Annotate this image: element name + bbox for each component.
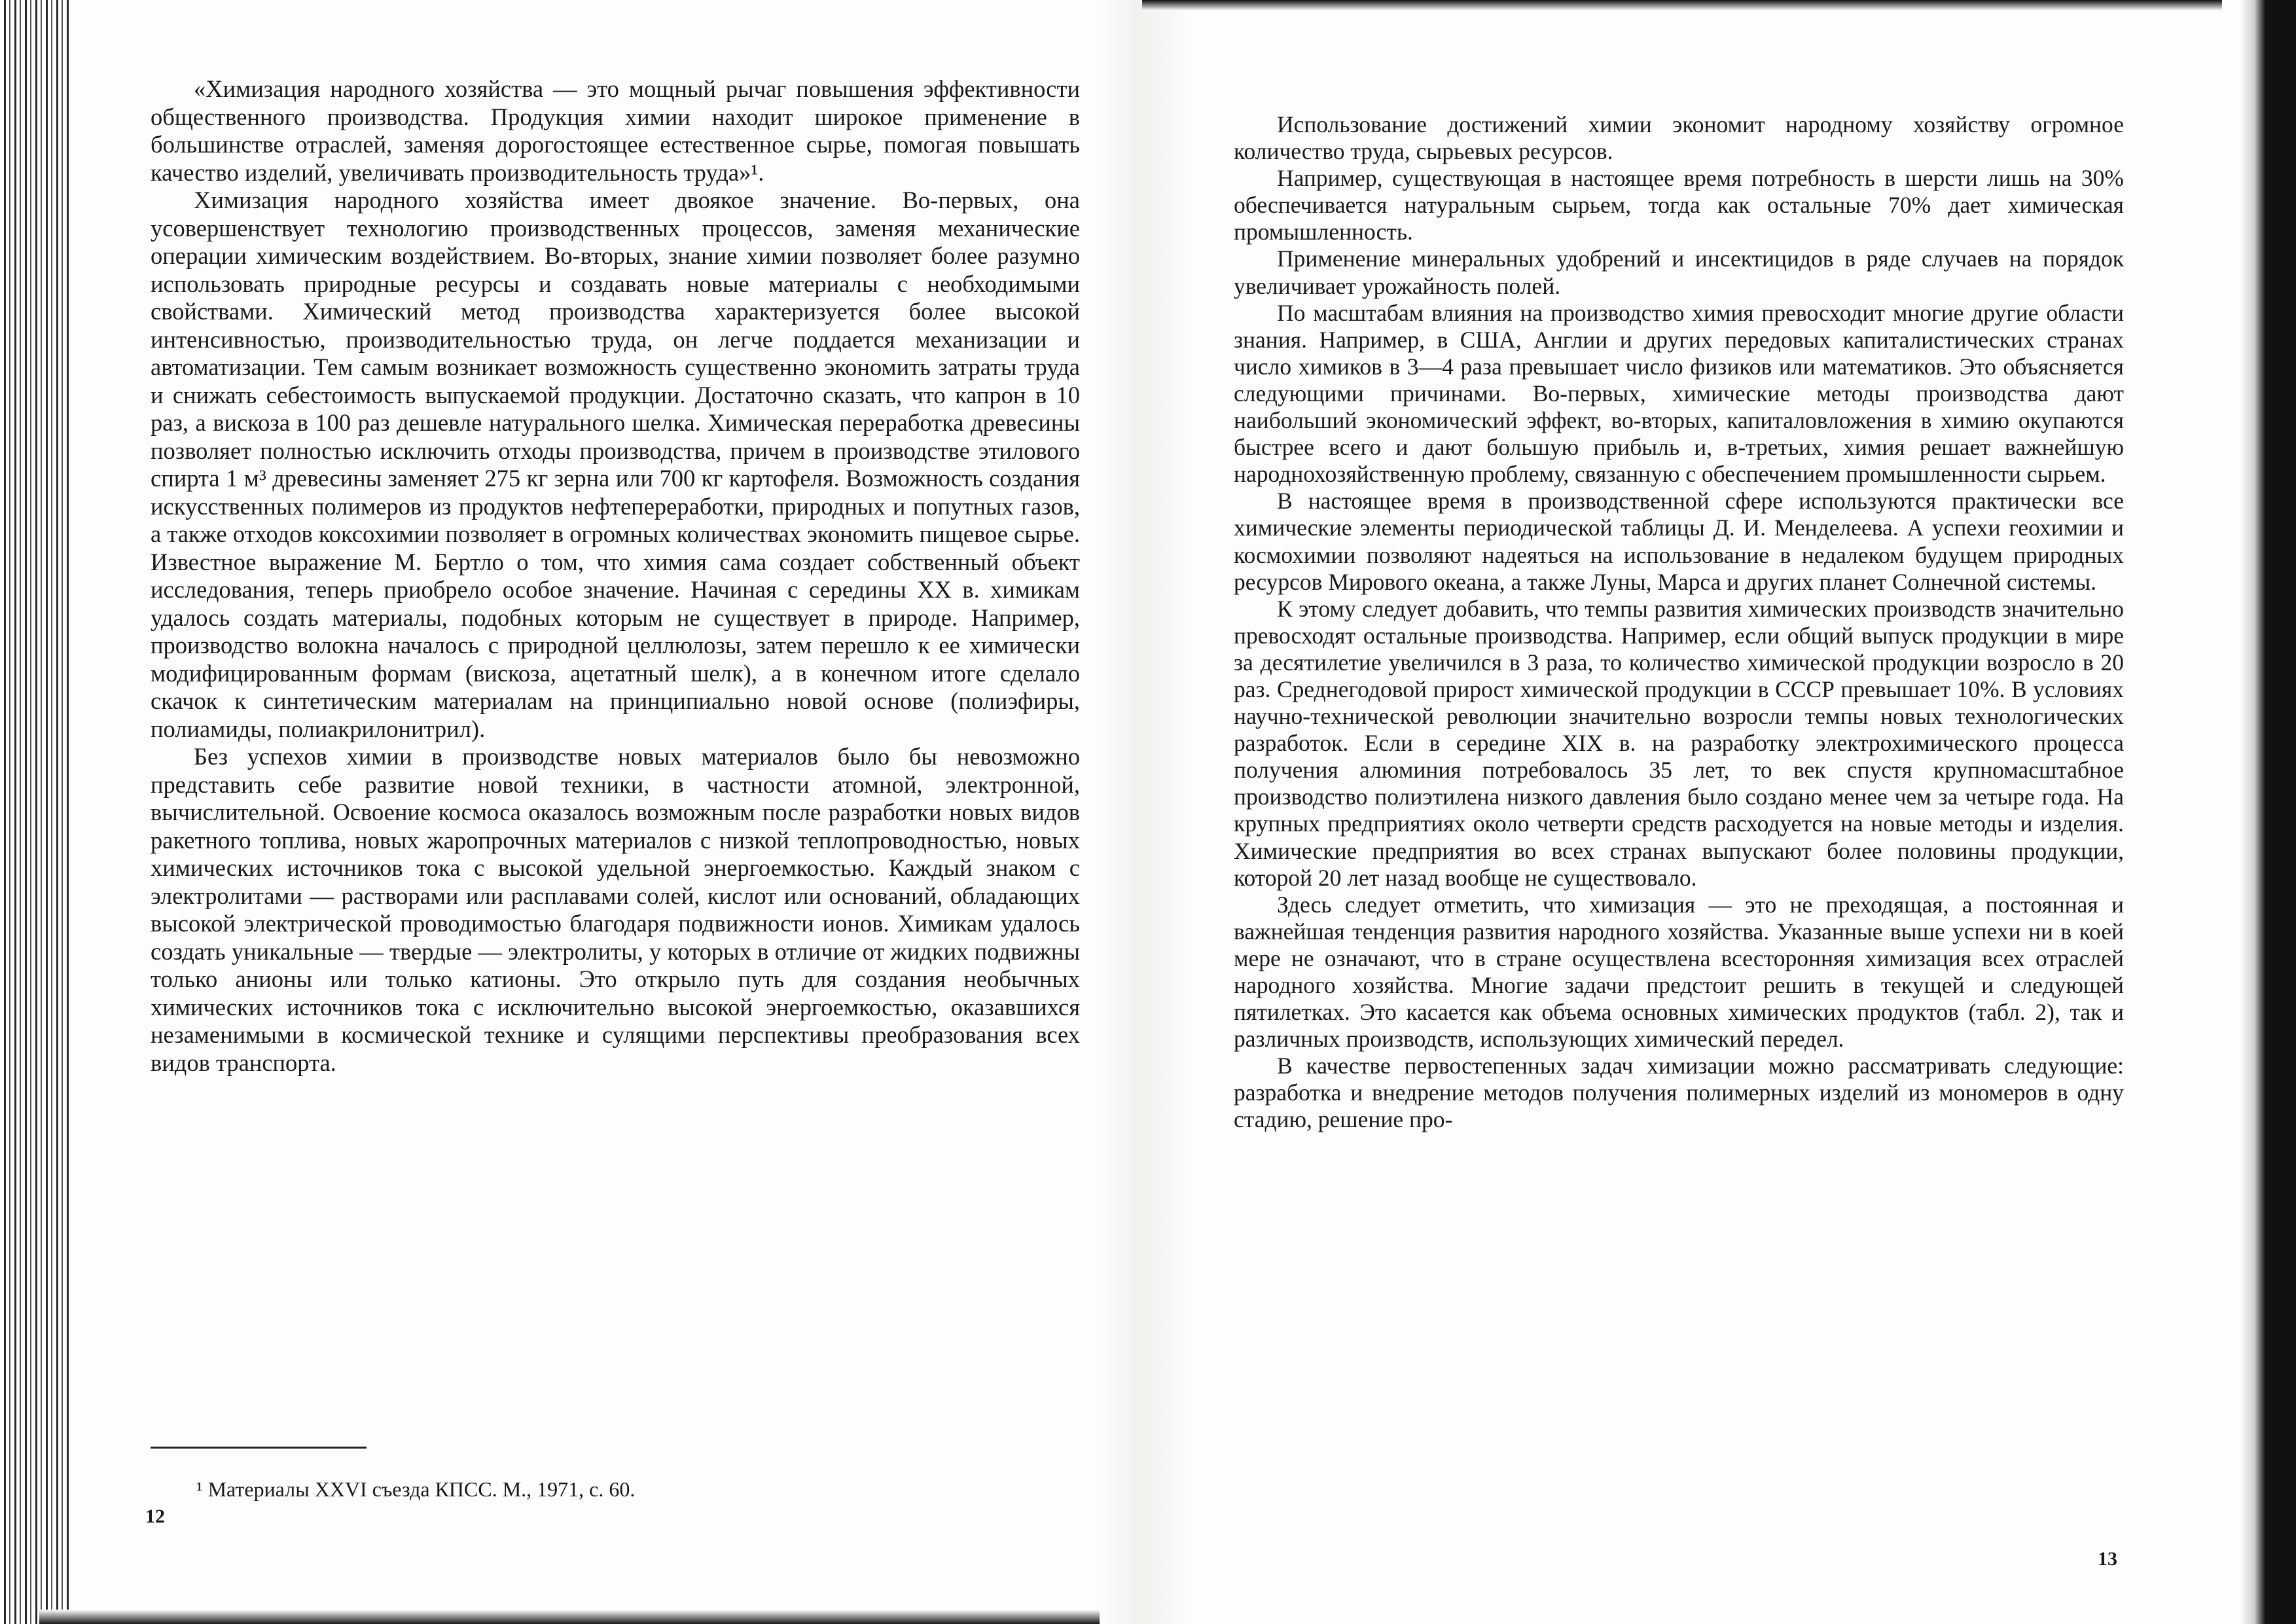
paragraph: Здесь следует отметить, что химизация — это не преходящая, а постоянная и важнейшая тенденция развития народного хозяйства. Указанные выше успехи ни в коей мере не означают, что в стране осуществлена всесторонняя химизация всех отраслей народного хозяйства. Многие задачи предстоит решить в текущей и следующей пятилетках. Это касается как объема основных химических продуктов (табл. 2), так и различных производств, использующих химический передел.	[1234, 891, 2124, 1053]
paragraph: Например, существующая в настоящее время потребность в шерсти лишь на 30% обеспечивается натуральным сырьем, тогда как остальные 70% дает химическая промышленность.	[1234, 165, 2124, 245]
right-page-edge-scan-artifact	[2240, 0, 2296, 1624]
paragraph: Использование достижений химии экономит народному хозяйству огромное количество труда, сырьевых ресурсов.	[1234, 111, 2124, 165]
paragraph: К этому следует добавить, что темпы развития химических производств значительно превосходят остальные производства. Например, если общий выпуск продукции в мире за десятилетие увеличился в 3 раза, то количество химической продукции возросло в 20 раз. Среднегодовой прирост химической продукции в СССР превышает 10%. В условиях научно-технической революции значительно возросли темпы новых технологических разработок. Если в середине XIX в. на разработку электрохимического процесса получения алюминия потребовалось 35 лет, то век спустя крупномасштабное производство полиэтилена низкого давления было создано менее чем за четыре года. На крупных предприятиях около четверти средств расходуется на новые методы и изделия. Химические предприятия во всех странах выпускают более половины продукции, которой 20 лет назад вообще не существовало.	[1234, 595, 2124, 891]
page-number-right: 13	[2098, 1548, 2117, 1570]
top-edge-scan-artifact	[1142, 0, 2222, 10]
paragraph: «Химизация народного хозяйства — это мощный рычаг повышения эффективности общественного производства. Продукция химии находит широкое применение в большинстве отраслей, заменяя дорогостоящее естественное сырье, помогая повышать качество изделий, увеличивать производительность труда»¹.	[151, 75, 1080, 186]
footnote-separator	[151, 1447, 367, 1449]
paragraph: В качестве первостепенных задач химизации можно рассматривать следующие: разработка и внедрение методов получения полимерных изделий из мономеров в одну стадию, решение про-	[1234, 1053, 2124, 1133]
left-page-text-column	[151, 75, 1080, 1077]
paragraph: Без успехов химии в производстве новых материалов было бы невозможно представить себе развитие новой техники, в частности атомной, электронной, вычислительной. Освоение космоса оказалось возможным после разработки новых видов ракетного топлива, новых жаропрочных материалов с низкой теплопроводностью, новых химических источников тока с высокой удельной энергоемкостью. Каждый знаком с электролитами — растворами или расплавами солей, кислот или оснований, обладающих высокой электрической проводимостью благодаря подвижности ионов. Химикам удалось создать уникальные — твердые — электролиты, у которых в отличие от жидких подвижны только анионы или только катионы. Это открыло путь для создания необычных химических источников тока с исключительно высокой энергоемкостью, оказавшихся незаменимыми в космической технике и сулящими перспективы преобразования всех видов транспорта.	[151, 743, 1080, 1076]
paragraph: Применение минеральных удобрений и инсектицидов в ряде случаев на порядок увеличивает урожайность полей.	[1234, 245, 2124, 299]
right-page-text-column	[1234, 111, 2124, 1134]
page-number-left: 12	[145, 1506, 165, 1527]
paragraph: В настоящее время в производственной сфере используются практически все химические элементы периодической таблицы Д. И. Менделеева. А успехи геохимии и космохимии позволяют надеяться на использование в недалеком будущем природных ресурсов Мирового океана, а также Луны, Марса и других планет Солнечной системы.	[1234, 488, 2124, 595]
bottom-edge-scan-artifact	[39, 1610, 1142, 1624]
paragraph: Химизация народного хозяйства имеет двоякое значение. Во-первых, она усовершенствует технологию производственных процессов, заменяя механические операции химическим воздействием. Во-вторых, знание химии позволяет более разумно использовать природные ресурсы и создавать новые материалы с необходимыми свойствами. Химический метод производства характеризуется более высокой интенсивностью, производительностью труда, он легче поддается механизации и автоматизации. Тем самым возникает возможность существенно экономить затраты труда и снижать себестоимость выпускаемой продукции. Достаточно сказать, что капрон в 10 раз, а вискоза в 100 раз дешевле натурального шелка. Химическая переработка древесины позволяет полностью исключить отходы производства, причем в производстве этилового спирта 1 м³ древесины заменяет 275 кг зерна или 700 кг картофеля. Возможность создания искусственных полимеров из продуктов нефтепереработки, природных и попутных газов, а также отходов коксохимии позволяет в огромных количествах экономить пищевое сырье. Известное выражение М. Бертло о том, что химия сама создает собственный объект исследования, теперь приобрело особое значение. Начиная с середины XX в. химикам удалось создать материалы, подобных которым не существует в природе. Например, производство волокна началось с природной целлюлозы, затем перешло к ее химически модифицированным формам (вискоза, ацетатный шелк), а в конечном итоге сделало скачок к синтетическим материалам на принципиально новой основе (полиэфиры, полиамиды, полиакрилонитрил).	[151, 187, 1080, 742]
paragraph: По масштабам влияния на производство химия превосходит многие другие области знания. Например, в США, Англии и других передовых капиталистических странах число химиков в 3—4 раза превышает число физиков или математиков. Это объясняется следующими причинами. Во-первых, химические методы производства дают наибольший экономический эффект, во-вторых, капиталовложения в химию окупаются быстрее всего и дают большую прибыль и, в-третьих, химия решает важнейшую народнохозяйственную проблему, связанную с обеспечением промышленности сырьем.	[1234, 299, 2124, 488]
left-page-edge-scan-artifact	[0, 0, 69, 1624]
book-gutter	[1100, 0, 1185, 1624]
footnote: ¹ Материалы XXVI съезда КПСС. М., 1971, с. 60.	[196, 1477, 636, 1501]
